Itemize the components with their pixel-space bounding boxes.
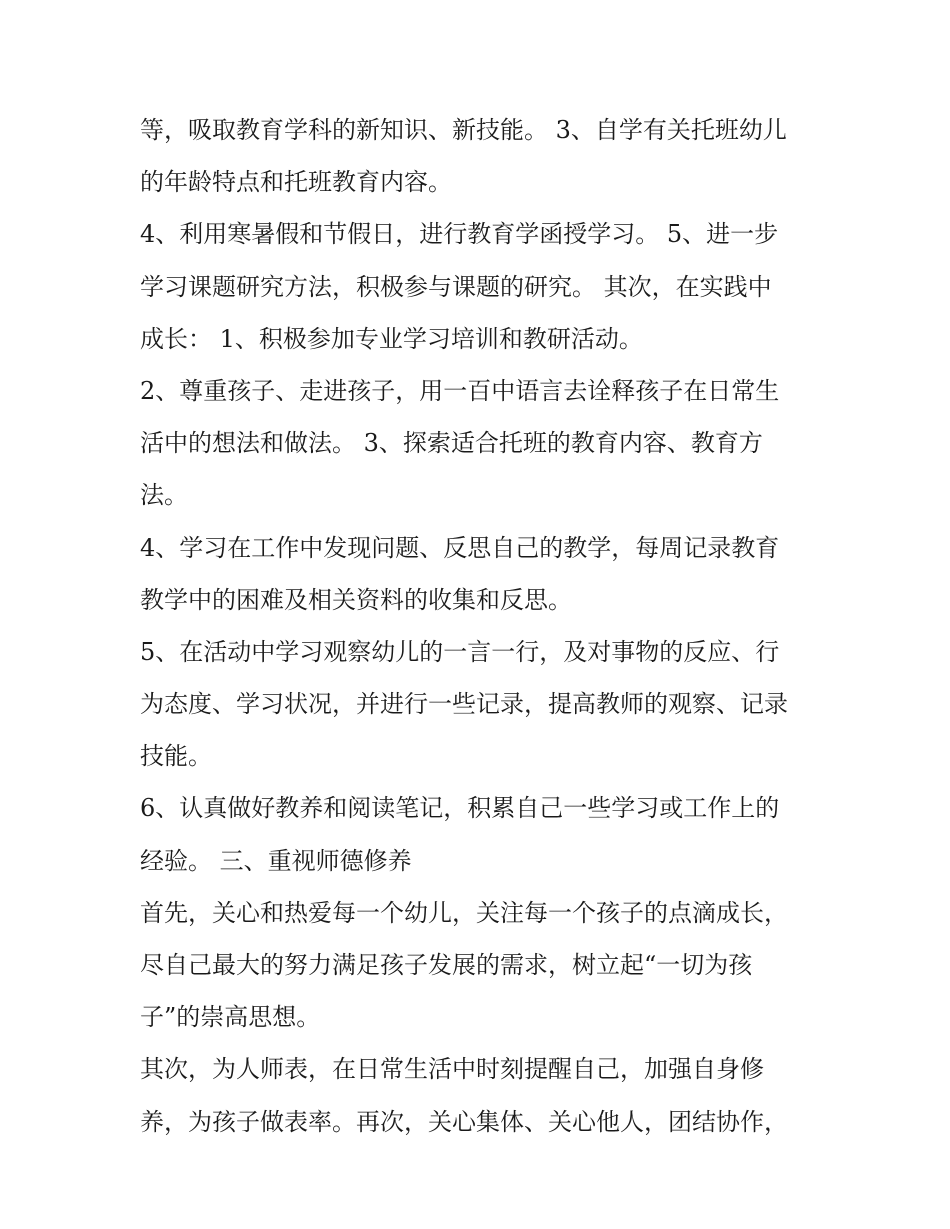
- text-line: 等，吸取教育学科的新知识、新技能。 3、自学有关托班幼儿: [140, 116, 787, 144]
- text-line: 经验。 三、重视师德修养: [140, 846, 412, 875]
- text-line: 成长： 1、积极参加专业学习培训和教研活动。: [140, 324, 643, 353]
- text-line: 4、利用寒暑假和节假日，进行教育学函授学习。 5、进一步: [140, 220, 779, 249]
- text-line: 6、认真做好教养和阅读笔记，积累自己一些学习或工作上的: [140, 794, 780, 823]
- text-line: 学习课题研究方法，积极参与课题的研究。 其次，在实践中: [140, 272, 772, 301]
- text-line: 法。: [140, 481, 188, 510]
- text-line: 尽自己最大的努力满足孩子发展的需求，树立起“一切为孩: [140, 951, 753, 979]
- text-line: 的年龄特点和托班教育内容。: [140, 168, 452, 197]
- text-line: 技能。: [140, 742, 212, 771]
- text-line: 首先，关心和热爱每一个幼儿，关注每一个孩子的点滴成长，: [140, 898, 788, 927]
- text-line: 养，为孩子做表率。再次，关心集体、关心他人，团结协作，: [140, 1107, 788, 1136]
- text-line: 子”的崇高思想。: [140, 1003, 321, 1032]
- text-line: 活中的想法和做法。 3、探索适合托班的教育内容、教育方: [140, 429, 763, 458]
- text-line: 4、学习在工作中发现问题、反思自己的教学，每周记录教育: [140, 533, 780, 562]
- text-line: 为态度、学习状况，并进行一些记录，提高教师的观察、记录: [140, 690, 788, 719]
- text-line: 教学中的困难及相关资料的收集和反思。: [140, 585, 572, 614]
- text-line: 2、尊重孩子、走进孩子，用一百中语言去诠释孩子在日常生: [140, 376, 780, 405]
- document-body: [140, 104, 820, 1148]
- text-line: 其次，为人师表，在日常生活中时刻提醒自己，加强自身修: [140, 1055, 764, 1084]
- text-line: 5、在活动中学习观察幼儿的一言一行，及对事物的反应、行: [140, 637, 780, 666]
